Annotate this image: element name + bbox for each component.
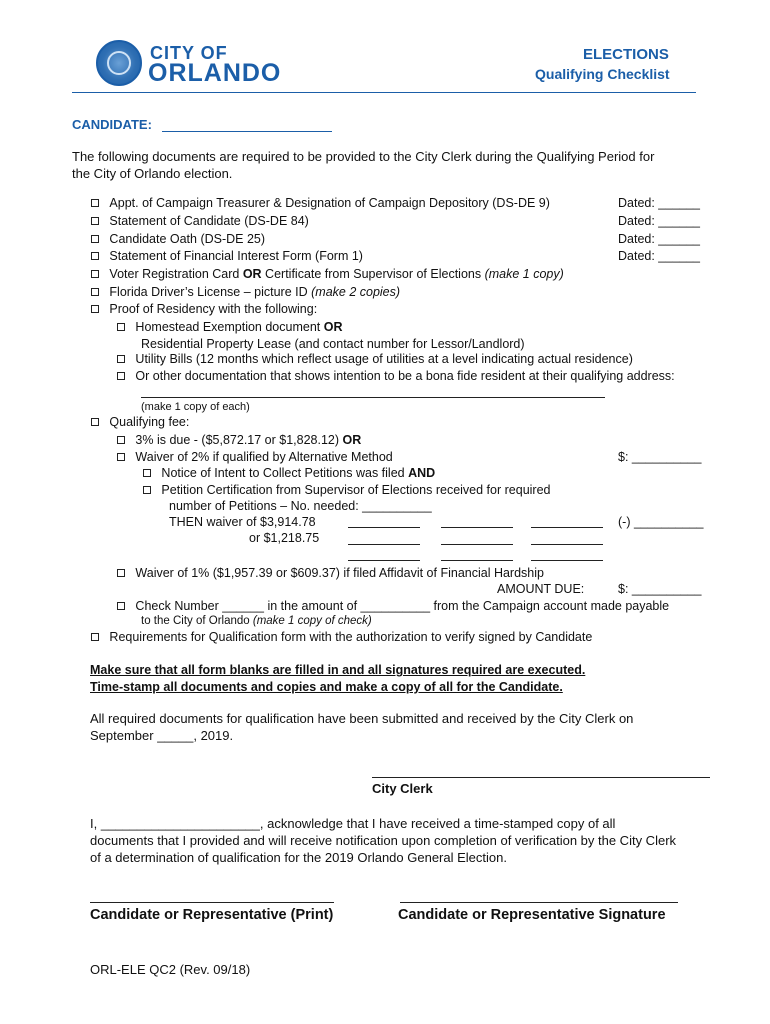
calc-field[interactable] xyxy=(348,544,420,545)
header-title: ELECTIONS xyxy=(583,46,669,63)
form-id: ORL-ELE QC2 (Rev. 09/18) xyxy=(90,962,251,977)
dated-field[interactable]: Dated: ______ xyxy=(618,196,701,210)
residency-other: Or other documentation that shows intention to be a bona fide resident at their qualifying address: xyxy=(117,369,675,383)
calc-field[interactable] xyxy=(531,527,603,528)
checklist-item-voter-card: Voter Registration Card OR Certificate from Supervisor of Elections (make 1 copy) xyxy=(91,267,564,281)
check-payable: to the City of Orlando (make 1 copy of check) xyxy=(141,615,372,627)
intro-line-2: the City of Orlando election. xyxy=(72,166,233,181)
dated-field[interactable]: Dated: ______ xyxy=(618,214,701,228)
calc-field[interactable] xyxy=(441,544,513,545)
residency-lease: Residential Property Lease (and contact number for Lessor/Landlord) xyxy=(141,337,525,351)
checkbox[interactable] xyxy=(117,569,125,577)
header-rule xyxy=(72,92,696,93)
print-name-field[interactable] xyxy=(90,902,334,903)
amount-due-label: AMOUNT DUE: xyxy=(497,582,585,596)
city-clerk-signature-field[interactable] xyxy=(372,777,710,778)
notice-line-2: Time-stamp all documents and copies and make a copy of all for the Candidate. xyxy=(90,680,563,694)
dated-field[interactable]: Dated: ______ xyxy=(618,249,701,263)
checkbox[interactable] xyxy=(143,486,151,494)
dollar-field[interactable]: $: __________ xyxy=(618,450,702,464)
checkbox[interactable] xyxy=(117,436,125,444)
checklist-item-financial: Statement of Financial Interest Form (Form 1) xyxy=(91,249,363,263)
fee-waiver-two-percent: Waiver of 2% if qualified by Alternative Method xyxy=(117,450,393,464)
checkbox[interactable] xyxy=(117,372,125,380)
checkbox[interactable] xyxy=(91,199,99,207)
signature-field[interactable] xyxy=(400,902,678,903)
checklist-item-oath: Candidate Oath (DS-DE 25) xyxy=(91,232,265,246)
checkbox[interactable] xyxy=(91,418,99,426)
checkbox[interactable] xyxy=(91,270,99,278)
city-seal-icon xyxy=(96,40,142,86)
ack-line-2: documents that I provided and will receive notification upon completion of verification by the City Clerk xyxy=(90,833,677,848)
intro-line-1: The following documents are required to be provided to the City Clerk during the Qualifying Period for xyxy=(72,149,655,164)
checkbox[interactable] xyxy=(117,453,125,461)
minus-field[interactable]: (-) __________ xyxy=(618,515,704,529)
submitted-line-1: All required documents for qualification have been submitted and received by the City Clerk on xyxy=(90,711,634,726)
print-name-label: Candidate or Representative (Print) xyxy=(90,907,334,923)
ack-line-3: of a determination of qualification for the 2019 Orlando General Election. xyxy=(90,850,507,865)
signature-label: Candidate or Representative Signature xyxy=(398,907,666,923)
checkbox[interactable] xyxy=(91,305,99,313)
fee-check-number: Check Number ______ in the amount of __________ from the Campaign account made payable xyxy=(117,599,669,613)
checkbox[interactable] xyxy=(91,235,99,243)
fee-petitions-needed: number of Petitions – No. needed: __________ xyxy=(169,499,432,513)
checklist-item-treasurer: Appt. of Campaign Treasurer & Designation of Campaign Depository (DS-DE 9) xyxy=(91,196,550,210)
checklist-item-residency: Proof of Residency with the following: xyxy=(91,302,317,316)
calc-field[interactable] xyxy=(531,544,603,545)
submitted-line-2: September _____, 2019. xyxy=(90,728,234,743)
fee-three-percent: 3% is due - ($5,872.17 or $1,828.12) OR xyxy=(117,433,361,447)
fee-notice-of-intent: Notice of Intent to Collect Petitions was filed AND xyxy=(143,466,435,480)
residency-note: (make 1 copy of each) xyxy=(141,401,250,413)
calc-field[interactable] xyxy=(348,527,420,528)
residency-utility: Utility Bills (12 months which reflect usage of utilities at a level indicating actual residence) xyxy=(117,352,633,366)
checkbox[interactable] xyxy=(117,602,125,610)
checkbox[interactable] xyxy=(91,633,99,641)
residency-homestead: Homestead Exemption document OR xyxy=(117,320,342,334)
checkbox[interactable] xyxy=(91,288,99,296)
calc-field[interactable] xyxy=(531,560,603,561)
calc-field[interactable] xyxy=(348,560,420,561)
notice-line-1: Make sure that all form blanks are filled in and all signatures required are executed. xyxy=(90,663,586,677)
checkbox[interactable] xyxy=(117,323,125,331)
candidate-label: CANDIDATE: xyxy=(72,117,152,132)
waiver-amount-2: or $1,218.75 xyxy=(249,531,320,545)
fee-petition-cert: Petition Certification from Supervisor of Elections received for required xyxy=(143,483,550,497)
amount-due-field[interactable]: $: __________ xyxy=(618,582,702,596)
waiver-amount-1: THEN waiver of $3,914.78 xyxy=(169,515,316,529)
checkbox[interactable] xyxy=(91,217,99,225)
calc-field[interactable] xyxy=(441,527,513,528)
ack-line-1: I, ______________________, acknowledge that I have received a time-stamped copy of all xyxy=(90,816,616,831)
fee-waiver-one-percent: Waiver of 1% ($1,957.39 or $609.37) if filed Affidavit of Financial Hardship xyxy=(117,566,544,580)
logo-city-of: CITY OF xyxy=(150,43,228,63)
checklist-item-requirements: Requirements for Qualification form with the authorization to verify signed by Candidate xyxy=(91,630,592,644)
city-clerk-label: City Clerk xyxy=(372,781,433,796)
header-subtitle: Qualifying Checklist xyxy=(535,66,670,82)
checkbox[interactable] xyxy=(143,469,151,477)
logo-city-name: ORLANDO xyxy=(148,59,282,87)
dated-field[interactable]: Dated: ______ xyxy=(618,232,701,246)
checkbox[interactable] xyxy=(117,355,125,363)
calc-field[interactable] xyxy=(441,560,513,561)
residency-other-field[interactable] xyxy=(141,397,605,398)
checklist-item-license: Florida Driver’s License – picture ID (make 2 copies) xyxy=(91,285,400,299)
candidate-name-field[interactable] xyxy=(162,131,332,132)
checkbox[interactable] xyxy=(91,252,99,260)
checklist-item-fee: Qualifying fee: xyxy=(91,415,189,429)
checklist-item-statement: Statement of Candidate (DS-DE 84) xyxy=(91,214,309,228)
